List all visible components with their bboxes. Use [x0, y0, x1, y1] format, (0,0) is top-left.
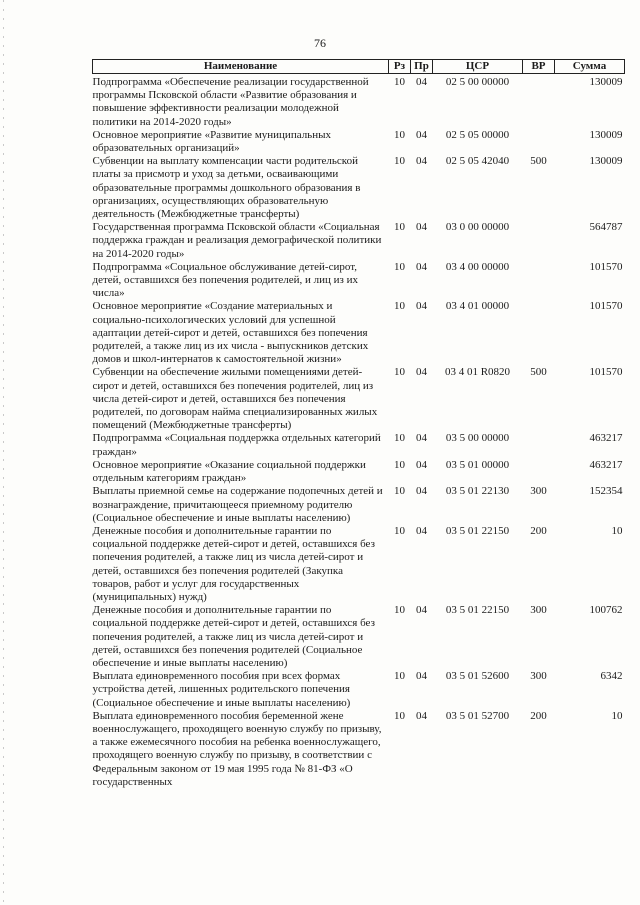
row-name: Подпрограмма «Социальная поддержка отдельных категорий граждан» [92, 432, 381, 458]
row-csr: 02 5 05 00000 [445, 128, 510, 141]
row-rz: 10 [394, 524, 405, 537]
row-vr: 300 [530, 485, 547, 498]
row-pr: 04 [416, 221, 427, 234]
row-sum: 463217 [589, 432, 623, 445]
row-rz: 10 [394, 432, 405, 445]
row-vr [523, 300, 555, 366]
table-row [93, 300, 625, 366]
header-name: Наименование [93, 60, 389, 74]
table-row [93, 710, 625, 789]
page-edge-artifact [3, 0, 4, 905]
row-vr [523, 432, 555, 458]
row-pr: 04 [416, 128, 427, 141]
row-sum: 10 [611, 524, 623, 537]
row-vr: 200 [530, 524, 547, 537]
row-csr: 03 5 01 22130 [445, 485, 510, 498]
row-vr [523, 129, 555, 155]
row-rz: 10 [394, 485, 405, 498]
row-rz: 10 [394, 300, 405, 313]
row-sum: 6342 [600, 670, 623, 683]
row-rz: 10 [394, 260, 405, 273]
row-rz: 10 [394, 709, 405, 722]
row-vr [523, 459, 555, 485]
table-row [93, 129, 625, 155]
budget-table [92, 59, 625, 789]
row-vr: 500 [530, 155, 547, 168]
header-pr: Пр [411, 60, 433, 74]
row-pr: 04 [416, 524, 427, 537]
row-rz: 10 [394, 221, 405, 234]
row-sum: 101570 [589, 260, 623, 273]
row-pr: 04 [416, 366, 427, 379]
table-body [93, 74, 625, 789]
row-vr [523, 221, 555, 261]
row-pr: 04 [416, 260, 427, 273]
row-vr: 200 [530, 709, 547, 722]
row-csr: 03 5 01 00000 [445, 458, 510, 471]
row-pr: 04 [416, 604, 427, 617]
row-pr: 04 [416, 670, 427, 683]
table-row [93, 261, 625, 301]
row-sum: 130009 [589, 128, 623, 141]
page-number: 76 [314, 36, 326, 50]
row-pr: 04 [416, 458, 427, 471]
header-csr: ЦСР [433, 60, 523, 74]
row-csr: 03 5 01 22150 [445, 604, 510, 617]
row-sum: 130009 [589, 155, 623, 168]
row-name: Основное мероприятие «Оказание социальной поддержки отдельным категориям граждан» [92, 458, 366, 485]
row-name: Субвенции на обеспечение жилыми помещениями детей-сирот и детей, оставшихся без попечения родителей, лиц из числа детей-сирот и детей, оставшихся без попечения родителей, по договорам найма специализированных жилых помещений (Межбюджетные трансферты) [92, 366, 378, 432]
row-name: Субвенции на выплату компенсации части родительской платы за присмотр и уход за детьми, осваивающими образовательные программы дошкольного образования в организациях, осуществляющих образовательную деятельность (Межбюджетные трансферты) [92, 155, 361, 221]
row-rz: 10 [394, 76, 405, 88]
table-row [93, 155, 625, 221]
row-csr: 03 4 01 00000 [445, 300, 510, 313]
row-pr: 04 [416, 76, 427, 88]
table-row [93, 221, 625, 261]
row-name: Подпрограмма «Социальное обслуживание детей-сирот, детей, оставшихся без попечения родителей, и лиц из их числа» [92, 260, 359, 300]
row-name: Денежные пособия и дополнительные гарантии по социальной поддержке детей-сирот и детей, оставшихся без попечения родителей, а также лиц из числа детей-сирот и детей, оставшихся без попечения родителей (Закупка товаров, работ и услуг для государственных (муниципальных) нужд) [92, 524, 375, 603]
row-pr: 04 [416, 300, 427, 313]
table-row [93, 485, 625, 525]
row-name: Денежные пособия и дополнительные гарантии по социальной поддержке детей-сирот и детей, оставшихся без попечения родителей, а также лиц из числа детей-сирот и детей, оставшихся без попечения родителей (Социальное обеспечение и иные выплаты населению) [92, 604, 375, 669]
row-csr: 03 0 00 00000 [445, 221, 510, 234]
row-csr: 03 5 00 00000 [445, 432, 510, 445]
row-pr: 04 [416, 709, 427, 722]
row-name: Выплата единовременного пособия беременной жене военнослужащего, проходящего военную службу по призыву, а также ежемесячного пособия на ребенка военнослужащего, проходящего военную службу по призыву, в соответствии с Федеральным законом от 19 мая 1995 года № 81-ФЗ «О государственных [92, 709, 382, 788]
row-rz: 10 [394, 458, 405, 471]
row-pr: 04 [416, 485, 427, 498]
row-name: Государственная программа Псковской области «Социальная поддержка граждан и реализация демографической политики на 2014-2020 годы» [92, 221, 382, 260]
row-rz: 10 [394, 155, 405, 168]
row-csr: 03 5 01 22150 [445, 524, 510, 537]
row-csr: 03 5 01 52700 [445, 709, 510, 722]
table-row [93, 525, 625, 604]
row-vr: 300 [530, 604, 547, 617]
row-name: Основное мероприятие «Создание материальных и социально-психологических условий для успешной адаптации детей-сирот и детей, оставшихся без попечения родителей, а также лиц из их числа - выпускников детских домов и школ-интернатов к самостоятельной жизни» [92, 300, 369, 366]
row-sum: 100762 [589, 604, 623, 617]
table-row [93, 604, 625, 670]
row-rz: 10 [394, 128, 405, 141]
row-sum: 10 [611, 709, 623, 722]
row-vr [523, 261, 555, 301]
row-csr: 03 4 01 R0820 [444, 366, 511, 379]
row-name: Подпрограмма «Обеспечение реализации государственной программы Псковской области «Развитие образования и повышение эффективности реализации молодежной политики на 2014-2020 годы» [92, 76, 369, 128]
row-name: Выплаты приемной семье на содержание подопечных детей и вознаграждение, причитающееся приемному родителю (Социальное обеспечение и иные выплаты населению) [92, 485, 383, 524]
row-rz: 10 [394, 604, 405, 617]
header-vr: ВР [523, 60, 555, 74]
row-csr: 03 5 01 52600 [445, 670, 510, 683]
row-csr: 03 4 00 00000 [445, 260, 510, 273]
table-row [93, 670, 625, 710]
row-csr: 02 5 05 42040 [445, 155, 510, 168]
row-vr: 500 [530, 366, 547, 379]
table-header [93, 60, 625, 74]
row-sum: 564787 [589, 221, 623, 234]
table-row [93, 74, 625, 129]
row-name: Выплата единовременного пособия при всех формах устройства детей, лишенных родительского попечения (Социальное обеспечение и иные выплаты населению) [92, 670, 351, 709]
row-pr: 04 [416, 432, 427, 445]
row-name: Основное мероприятие «Развитие муниципальных образовательных организаций» [92, 128, 331, 155]
row-rz: 10 [394, 670, 405, 683]
header-sum: Сумма [555, 60, 625, 74]
row-pr: 04 [416, 155, 427, 168]
header-rz: Рз [389, 60, 411, 74]
row-sum: 152354 [589, 485, 623, 498]
table-row [93, 459, 625, 485]
row-sum: 101570 [589, 300, 623, 313]
row-sum: 463217 [589, 458, 623, 471]
table-row [93, 366, 625, 432]
row-sum: 101570 [589, 366, 623, 379]
row-rz: 10 [394, 366, 405, 379]
row-sum: 130009 [589, 76, 623, 88]
row-vr: 300 [530, 670, 547, 683]
row-vr [523, 74, 555, 129]
table-row [93, 432, 625, 458]
row-csr: 02 5 00 00000 [445, 76, 510, 88]
